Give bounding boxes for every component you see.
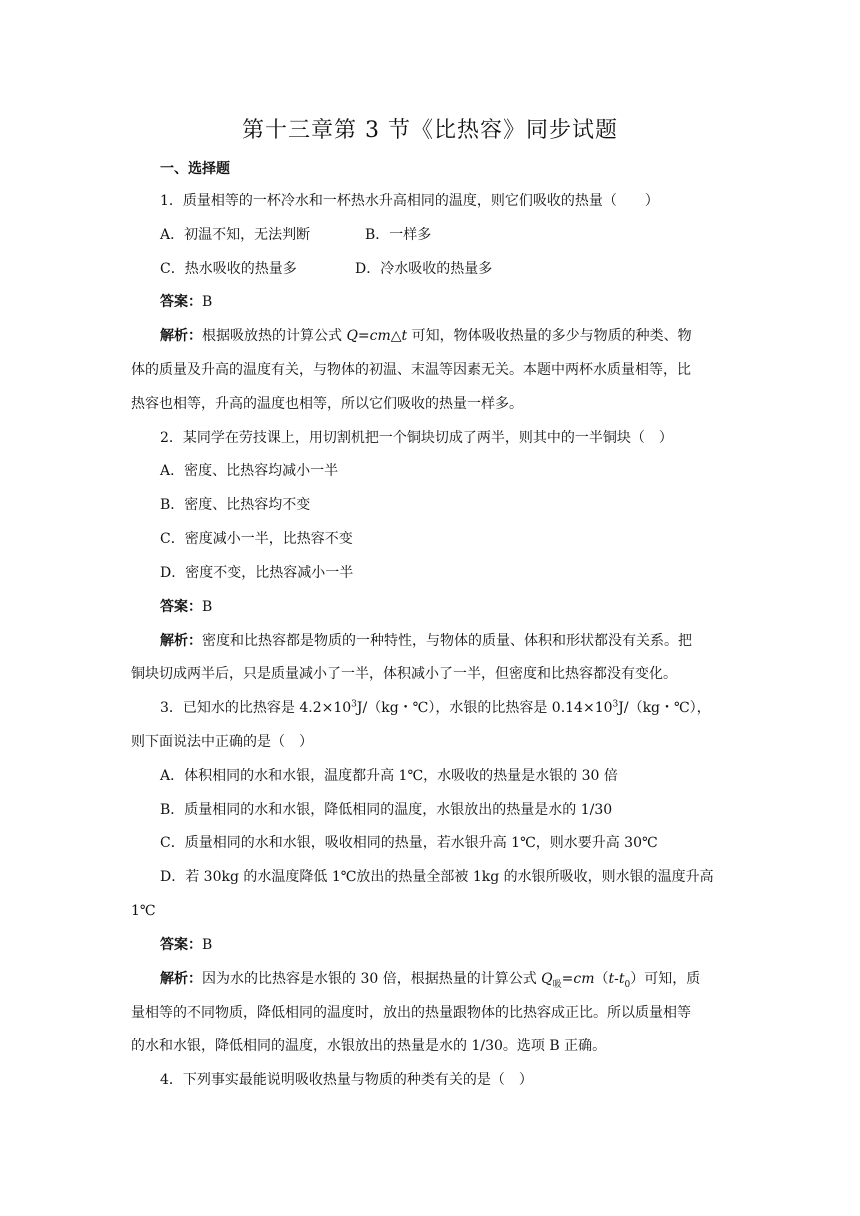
question-3-analysis-line-3: 的水和水银，降低相同的温度，水银放出的热量是水的 1/30。选项 B 正确。 xyxy=(131,1038,607,1054)
analysis-text: 根据吸放热的计算公式 xyxy=(202,328,347,344)
answer-label: 答案： xyxy=(160,294,202,310)
page-title: 第十三章第 3 节《比热容》同步试题 xyxy=(242,118,618,143)
formula-t0: t xyxy=(618,971,625,987)
question-1-analysis-line-2: 体的质量及升高的温度有关，与物体的初温、末温等因素无关。本题中两杯水质量相等，比 xyxy=(131,362,691,378)
exponent: 3 xyxy=(351,699,357,710)
question-1-option-b: B．一样多 xyxy=(365,227,432,243)
question-1-option-d: D．冷水吸收的热量多 xyxy=(355,261,493,277)
question-1-option-c: C．热水吸收的热量多 xyxy=(160,261,297,277)
question-1-analysis-line-1 xyxy=(160,326,760,346)
section-heading: 一、选择题 xyxy=(160,161,230,177)
question-2-option-d: D．密度不变，比热容减小一半 xyxy=(160,565,354,581)
analysis-text: 密度和比热容都是物质的一种特性，与物体的质量、体积和形状都没有关系。把 xyxy=(202,633,692,649)
question-3-option-b: B．质量相同的水和水银，降低相同的温度，水银放出的热量是水的 1/30 xyxy=(160,802,613,818)
question-3-answer xyxy=(160,935,760,955)
question-1-analysis-line-3: 热容也相等，升高的温度也相等，所以它们吸收的热量一样多。 xyxy=(131,396,523,412)
stem-text: 3．已知水的比热容是 4.2×10 xyxy=(160,700,352,716)
question-3-option-c: C．质量相同的水和水银，吸收相同的热量，若水银升高 1℃，则水要升高 30℃ xyxy=(160,835,658,851)
formula-equals: = xyxy=(561,971,574,987)
formula-t: t xyxy=(608,971,615,987)
question-2-stem: 2．某同学在劳技课上，用切割机把一个铜块切成了两半，则其中的一半铜块（ ） xyxy=(160,430,673,446)
formula-paren: （ xyxy=(594,971,609,987)
analysis-label: 解析： xyxy=(160,328,202,344)
formula-q: Q xyxy=(541,971,553,987)
answer-label: 答案： xyxy=(160,599,202,615)
question-3-option-d-line-1: D．若 30kg 的水温度降低 1℃放出的热量全部被 1kg 的水银所吸收，则水银的温度升高 xyxy=(160,869,714,885)
answer-value: B xyxy=(202,599,213,615)
question-1-answer xyxy=(160,292,760,312)
analysis-text: 可知，物体吸收热量的多少与物质的种类、物 xyxy=(407,328,692,344)
question-3-analysis-line-2: 量相等的不同物质，降低相同的温度时，放出的热量跟物体的比热容成正比。所以质量相等 xyxy=(131,1005,691,1021)
question-1-options-row-2 xyxy=(160,259,760,279)
question-3-option-a: A．体积相同的水和水银，温度都升高 1℃，水吸收的热量是水银的 30 倍 xyxy=(160,768,618,784)
answer-value: B xyxy=(202,937,213,953)
formula: Q=cm△t xyxy=(346,328,408,344)
analysis-text: 因为水的比热容是水银的 30 倍，根据热量的计算公式 xyxy=(202,971,542,987)
stem-text: J/（kg・℃），水银的比热容是 0.14×10 xyxy=(356,700,613,716)
question-1-stem: 1．质量相等的一杯冷水和一杯热水升高相同的温度，则它们吸收的热量（ ） xyxy=(160,193,659,209)
question-2-analysis-line-2: 铜块切成两半后，只是质量减小了一半，体积减小了一半，但密度和比热容都没有变化。 xyxy=(131,666,677,682)
stem-text: J/（kg・℃）， xyxy=(618,700,711,716)
formula-subscript: 0 xyxy=(624,979,631,990)
answer-label: 答案： xyxy=(160,937,202,953)
question-3-stem-line-1 xyxy=(160,698,760,718)
question-2-answer xyxy=(160,597,760,617)
question-2-option-c: C．密度减小一半，比热容不变 xyxy=(160,531,353,547)
question-2-option-b: B．密度、比热容均不变 xyxy=(160,497,311,513)
answer-value: B xyxy=(202,294,213,310)
analysis-label: 解析： xyxy=(160,633,202,649)
question-1-option-a: A．初温不知，无法判断 xyxy=(160,227,311,243)
analysis-label: 解析： xyxy=(160,971,202,987)
question-2-option-a: A．密度、比热容均减小一半 xyxy=(160,463,339,479)
exponent: 3 xyxy=(612,699,619,710)
question-1-options-row-1 xyxy=(160,225,760,245)
formula-cm: cm xyxy=(573,971,595,987)
question-3-stem-line-2: 则下面说法中正确的是（ ） xyxy=(131,734,313,750)
question-2-analysis-line-1 xyxy=(160,631,760,651)
question-3-option-d-line-2: 1℃ xyxy=(131,903,156,919)
formula-minus: - xyxy=(614,971,619,987)
formula-subscript: 吸 xyxy=(552,979,562,990)
question-4-stem: 4．下列事实最能说明吸收热量与物质的种类有关的是（ ） xyxy=(160,1072,533,1088)
question-3-analysis-line-1 xyxy=(160,969,760,989)
analysis-text: ）可知，质 xyxy=(630,971,701,987)
